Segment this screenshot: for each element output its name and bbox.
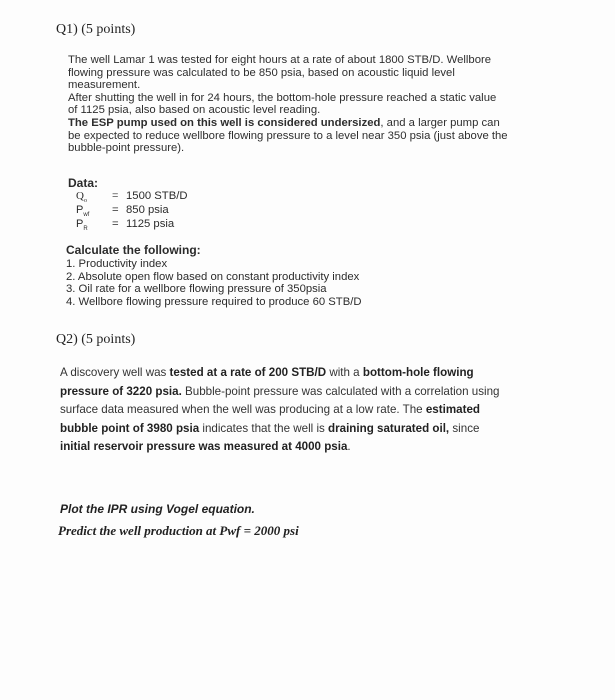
plot-ipr-instruction: Plot the IPR using Vogel equation. — [60, 502, 255, 516]
question-2-tasks — [58, 498, 299, 542]
data-row — [68, 190, 188, 205]
data-equals: = — [112, 190, 119, 202]
data-symbol: $Q_o$ — [76, 190, 87, 205]
q2-bold-text: initial reservoir pressure was measured at 4000 psia — [60, 440, 348, 454]
question-2-heading: Q2) (5 points) — [56, 332, 136, 347]
data-value: 1125 psia — [126, 218, 175, 230]
q2-text: since — [449, 421, 480, 435]
q1-paragraph-1: The well Lamar 1 was tested for eight hours at a rate of about 1800 STB/D. Wellbore flowing pressure was calculated to be 850 psia, based on acoustic liquid level measurement. — [68, 54, 492, 92]
calculate-item: 2. Absolute open flow based on constant productivity index — [66, 270, 360, 283]
data-section — [68, 176, 188, 233]
q2-bold-text: estimated bubble point of 3980 psia — [60, 403, 480, 435]
calculate-section — [66, 244, 362, 309]
predict-production-instruction: Predict the well production at Pwf = 2000 psi — [58, 523, 299, 538]
calculate-item: 4. Wellbore flowing pressure required to produce 60 STB/D — [66, 296, 362, 309]
q2-text: with a — [326, 366, 363, 379]
question-1-heading: Q1) (5 points) — [56, 22, 136, 37]
question-2-body — [60, 364, 502, 457]
q2-bold-text: draining saturated oil, — [328, 421, 450, 435]
data-equals: = — [112, 204, 119, 216]
data-symbol: $P_R$ — [76, 218, 88, 233]
q1-paragraph-3-rest: , and a larger pump can be expected to reduce wellbore flowing pressure to a level near 350 psia (just above the bubble-point pressure). — [68, 116, 508, 155]
q1-paragraph-3-bold: The ESP pump used on this well is considered undersized — [68, 116, 381, 129]
data-row — [68, 218, 175, 233]
calculate-item: 3. Oil rate for a wellbore flowing pressure of 350psia — [66, 283, 327, 296]
calculate-title: Calculate the following: — [66, 243, 201, 257]
q2-text: A discovery well was — [60, 366, 170, 379]
q1-paragraph-3 — [68, 117, 508, 155]
data-row — [68, 204, 169, 219]
q1-paragraph-2: After shutting the well in for 24 hours, the bottom-hole pressure reached a static value of 1125 psia, also based on acoustic level reading. — [68, 91, 497, 117]
data-symbol: $P_{wf}$ — [76, 204, 90, 219]
q2-text: indicates that the well is — [199, 421, 329, 435]
q2-bold-text: bottom-hole flowing pressure of 3220 psia. — [60, 366, 474, 398]
q2-text: Bubble-point pressure was calculated with a correlation using surface data measured when the well was producing at a low rate. The — [60, 384, 500, 417]
q2-text: . — [347, 440, 351, 454]
data-value: 850 psia — [126, 204, 169, 216]
question-1-body — [68, 54, 508, 155]
calculate-item: 1. Productivity index — [66, 257, 168, 270]
data-title: Data: — [68, 176, 99, 190]
data-equals: = — [112, 218, 119, 230]
q2-bold-text: tested at a rate of 200 STB/D — [169, 366, 327, 379]
data-value: 1500 STB/D — [126, 190, 188, 202]
